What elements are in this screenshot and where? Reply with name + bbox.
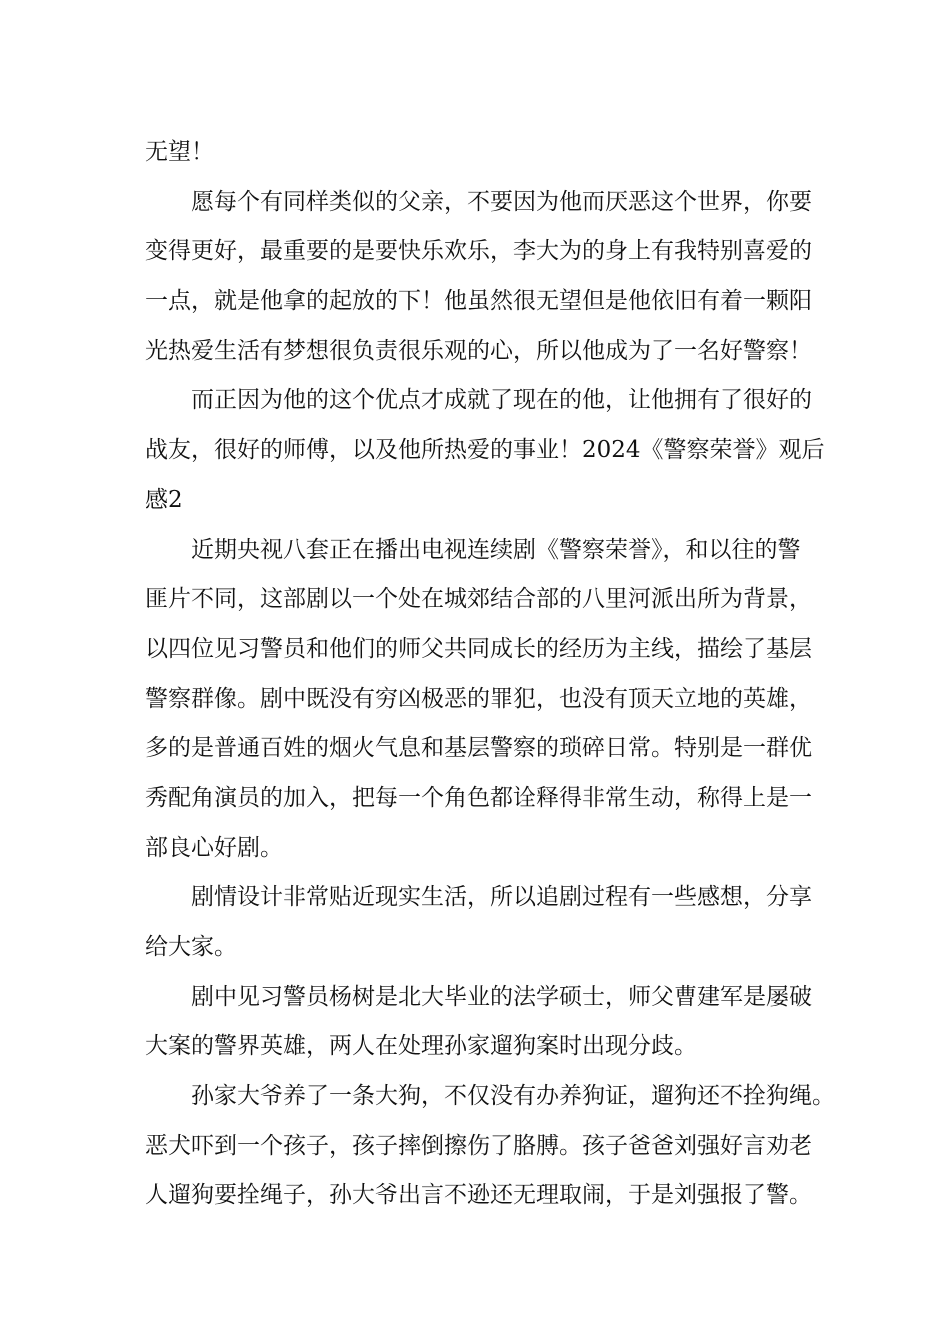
text-line: 剧情设计非常贴近现实生活，所以追剧过程有一些感想，分享 bbox=[191, 884, 812, 911]
text-line: 而正因为他的这个优点才成就了现在的他，让他拥有了很好的 bbox=[191, 387, 812, 414]
text-line: 大案的警界英雄，两人在处理孙家遛狗案时出现分歧。 bbox=[145, 1033, 697, 1060]
text-line: 一点，就是他拿的起放的下！他虽然很无望但是他依旧有着一颗阳 bbox=[145, 288, 812, 315]
text-line: 多的是普通百姓的烟火气息和基层警察的琐碎日常。特别是一群优 bbox=[145, 735, 812, 762]
text-line: 人遛狗要拴绳子，孙大爷出言不逊还无理取闹，于是刘强报了警。 bbox=[145, 1182, 812, 1209]
text-line: 无望！ bbox=[145, 139, 214, 165]
text-line: 警察群像。剧中既没有穷凶极恶的罪犯，也没有顶天立地的英雄， bbox=[145, 685, 812, 712]
text-line: 光热爱生活有梦想很负责很乐观的心，所以他成为了一名好警察！ bbox=[145, 337, 812, 364]
document-body bbox=[145, 128, 835, 1221]
text-line: 部良心好剧。 bbox=[145, 834, 283, 861]
text-line: 愿每个有同样类似的父亲，不要因为他而厌恶这个世界，你要 bbox=[191, 188, 812, 215]
text-line: 近期央视八套正在播出电视连续剧《警察荣誉》，和以往的警 bbox=[191, 536, 801, 563]
text-line: 以四位见习警员和他们的师父共同成长的经历为主线，描绘了基层 bbox=[145, 635, 812, 662]
text-line: 战友，很好的师傅，以及他所热爱的事业！2024《警察荣誉》观后 bbox=[145, 437, 825, 464]
text-line: 剧中见习警员杨树是北大毕业的法学硕士，师父曹建军是屡破 bbox=[191, 983, 812, 1010]
text-line: 给大家。 bbox=[145, 934, 237, 960]
text-line: 匪片不同，这部剧以一个处在城郊结合部的八里河派出所为背景， bbox=[145, 586, 812, 613]
text-line: 秀配角演员的加入，把每一个角色都诠释得非常生动，称得上是一 bbox=[145, 784, 812, 811]
text-line: 感2 bbox=[145, 486, 183, 513]
text-line: 变得更好，最重要的是要快乐欢乐，李大为的身上有我特别喜爱的 bbox=[145, 238, 812, 265]
text-line: 孙家大爷养了一条大狗，不仅没有办养狗证，遛狗还不拴狗绳。 bbox=[191, 1083, 835, 1110]
text-line: 恶犬吓到一个孩子，孩子摔倒擦伤了胳膊。孩子爸爸刘强好言劝老 bbox=[145, 1132, 812, 1159]
